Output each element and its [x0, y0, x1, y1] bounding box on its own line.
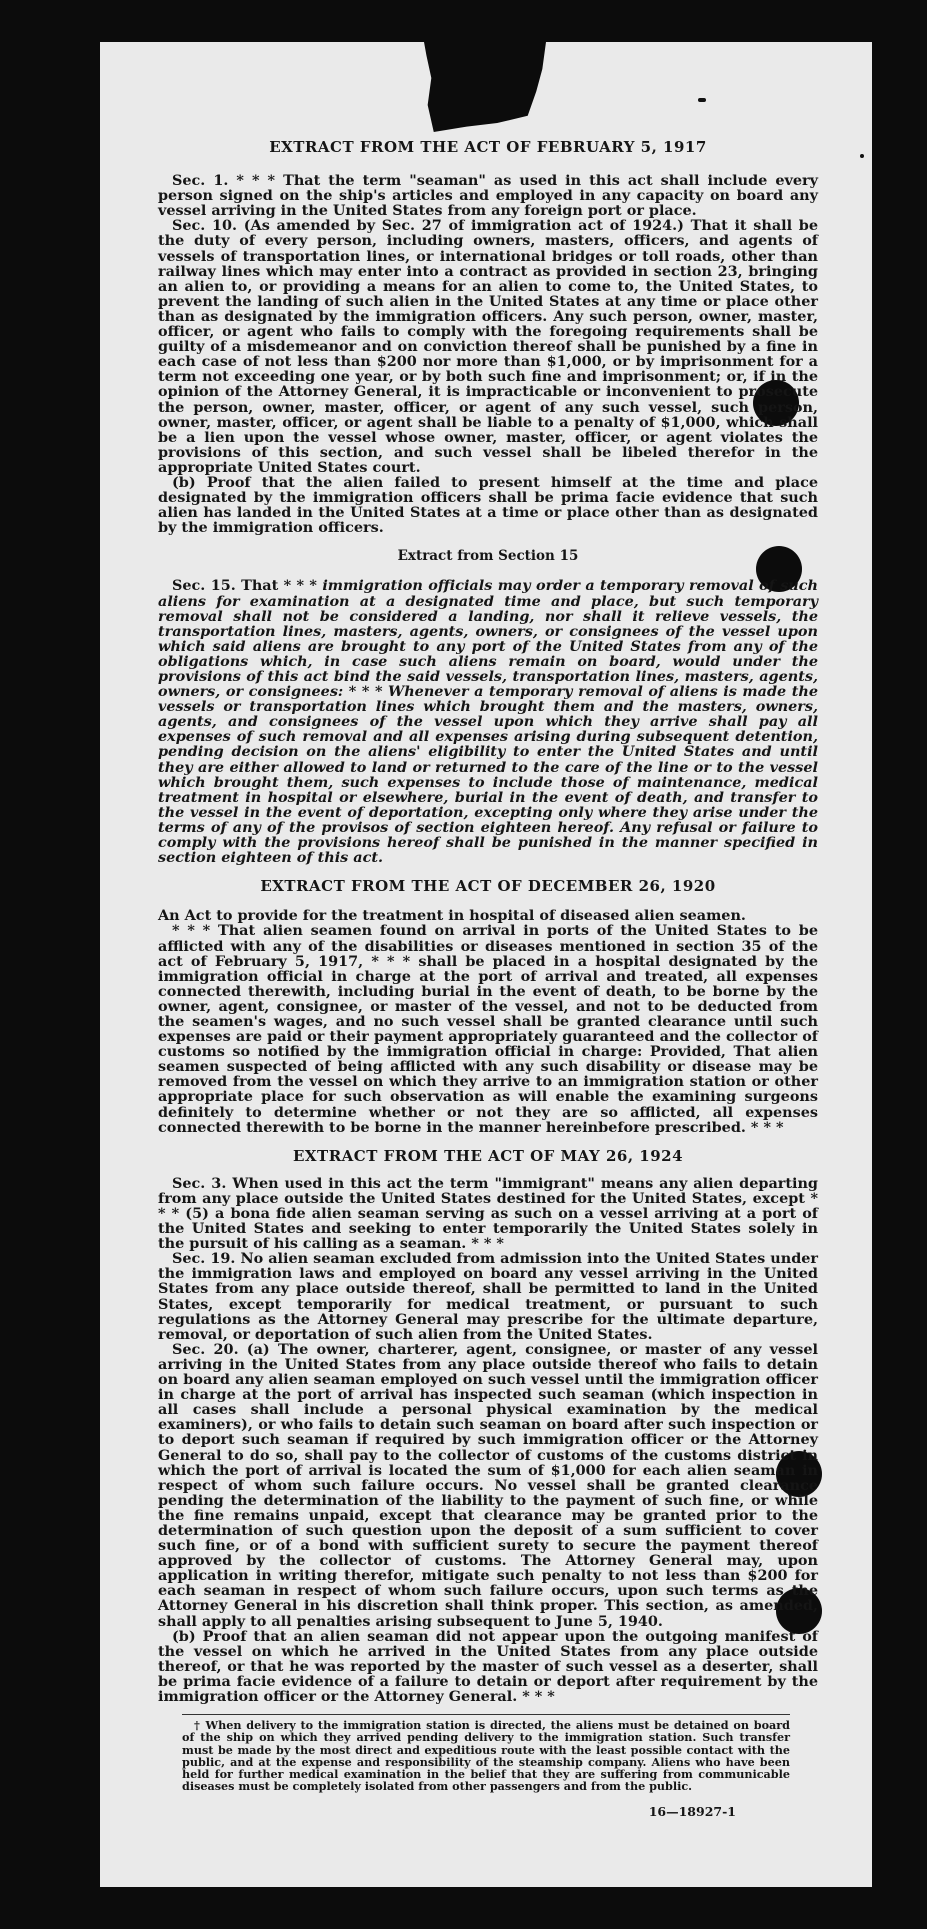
- footnote: [182, 1714, 790, 1792]
- speck: [698, 98, 706, 102]
- speck: [860, 154, 864, 158]
- section-1: Sec. 1. * * * That the term "seaman" as used in this act shall include every person signed on the ship's articles and employed in any capacity on board any vessel arriving in the United States from any foreign port or place.: [158, 172, 818, 220]
- form-number: 16—18927-1: [648, 1804, 736, 1820]
- section-19: Sec. 19. No alien seaman excluded from admission into the United States under the immigration laws and employed on board any vessel arriving in the United States from any place outside thereof, shall be permitted to land in the United States, except temporarily for medical treatment, or pursuant to such regulations as the Attorney General may prescribe for the ultimate departure, removal, or deportation of such alien from the United States.: [158, 1250, 818, 1343]
- section-15: [158, 578, 818, 865]
- footnote-text: † When delivery to the immigration station is directed, the aliens must be detained on board of the ship on which they arrived pending delivery to the immigration station. Such transfer must be made by the most direct and expeditious route with the least possible contact with the public, and at the expense and responsibility of the steamship company. Aliens who have been held for further medical examination in the belief that they are suffering from communicable diseases must be completely isolated from other passengers and from the public.: [182, 1718, 790, 1794]
- section-15-text: immigration officials may order a temporary removal of such aliens for examination at a designated time and place, but such temporary removal shall not be considered a landing, nor shall it relieve vessels, the transportation lines, masters, agents, owners, or consignees of the vessel upon which said aliens are brought to any port of the United States from any of the obligations which, in case such aliens remain on board, would under the provisions of this act bind the said vessels, transportation lines, masters, agents, owners, or consignees: * * * Whenever a temporary removal of aliens is made the vessels or transportation lines which brought them and the masters, owners, agents, and consignees of the vessel upon which they arrive shall pay all expenses of such removal and all expenses arising during subsequent detention, pending decision on the aliens' eligibility to enter the United States and until they are either allowed to land or returned to the care of the line or to the vessel which brought them, such expenses to include those of maintenance, medical treatment in hospital or elsewhere, burial in the event of death, and transfer to the vessel in the event of deportation, excepting only where they arise under the terms of any of the provisos of section eighteen hereof. Any refusal or failure to comply with the provisions hereof shall be punished in the manner specified in section eighteen of this act.: [158, 577, 818, 867]
- document-text: [158, 140, 818, 1819]
- section-10-b: (b) Proof that the alien failed to present himself at the time and place designated by the immigration officers shall be prima facie evidence that such alien has landed in the United States at a time or place other than as designated by the immigration officers.: [158, 473, 818, 537]
- document-page: [100, 42, 872, 1887]
- act-dec-1920-text: * * * That alien seamen found on arrival in ports of the United States to be afflicted with any of the disabilities or diseases mentioned in section 35 of the act of February 5, 1917, * * * shall be placed in a hospital designated by the immigration official in charge at the port of arrival and treated, all expenses connected therewith, including burial in the event of death, to be borne by the owner, agent, consignee, or master of the vessel, and not to be deducted from the seamen's wages, and no such vessel shall be granted clearance until such expenses are paid or their payment appropriately guaranteed and the collector of customs so notified by the immigration official in charge: Provided, That alien seamen suspected of being afflicted with any such disability or disease may be removed from the vessel on which they arrive to an immigration station or other appropriate place for such observation as will enable the examining surgeons definitely to determine whether or not they are so afflicted, all expenses connected therewith to be borne in the manner hereinbefore prescribed. * * *: [158, 922, 818, 1136]
- torn-corner: [424, 42, 546, 132]
- section-20-a: Sec. 20. (a) The owner, charterer, agent, consignee, or master of any vessel arriving in the United States from any place outside thereof who fails to detain on board any alien seaman employed on such vessel until the immigration officer in charge at the port of arrival has inspected such seaman (which inspection in all cases shall include a personal physical examination by the medical examiners), or who fails to detain such seaman on board after such inspection or to deport such seaman if required by such immigration officer or the Attorney General to do so, shall pay to the collector of customs of the customs district in which the port of arrival is located the sum of $1,000 for each alien seaman in respect of whom such failure occurs. No vessel shall be granted clearance pending the determination of the liability to the payment of such fine, or while the fine remains unpaid, except that clearance may be granted prior to the determination of such question upon the deposit of a sum sufficient to cover such fine, or of a bond with sufficient surety to secure the payment thereof approved by the collector of customs. The Attorney General may, upon application in writing therefor, mitigate such penalty to not less than $200 for each seaman in respect of whom such failure occurs, upon such terms as the Attorney General in his discretion shall think proper. This section, as amended, shall apply to all penalties arising subsequent to June 5, 1940.: [158, 1340, 818, 1630]
- section-15-prefix: Sec. 15. That * * *: [172, 577, 323, 595]
- section-10-a: Sec. 10. (As amended by Sec. 27 of immigration act of 1924.) That it shall be the duty of every person, including owners, masters, officers, and agents of vessels of transportation lines, or international bridges or toll roads, other than railway lines which may enter into a contract as provided in section 23, bringing an alien to, or providing a means for an alien to come to, the United States, to prevent the landing of such alien in the United States at any time or place other than as designated by the immigration officers. Any such person, owner, master, officer, or agent who fails to comply with the foregoing requirements shall be guilty of a misdemeanor and on conviction thereof shall be punished by a fine in each case of not less than $200 nor more than $1,000, or by imprisonment for a term not exceeding one year, or by both such fine and imprisonment; or, if in the opinion of the Attorney General, it is impracticable or inconvenient to prosecute the person, owner, master, officer, or agent of any such vessel, such person, owner, master, officer, or agent shall be liable to a penalty of $1,000, which shall be a lien upon the vessel whose owner, master, officer, or agent violates the provisions of this section, and such vessel shall be libeled therefor in the appropriate United States court.: [158, 217, 818, 476]
- section-3: Sec. 3. When used in this act the term "immigrant" means any alien departing from any place outside the United States destined for the United States, except * * * (5) a bona fide alien seaman serving as such on a vessel arriving at a port of the United States and seeking to enter temporarily the United States solely in the pursuit of his calling as a seaman. * * *: [158, 1174, 818, 1253]
- heading-section-15: Extract from Section 15: [397, 548, 579, 565]
- section-20-b: (b) Proof that an alien seaman did not appear upon the outgoing manifest of the vessel on which he arrived in the United States from any place outside thereof, or that he was reported by the master of such vessel as a deserter, shall be prima facie evidence of a failure to detain or deport after requirement by the immigration officer or the Attorney General. * * *: [158, 1627, 818, 1705]
- heading-act-feb-1917: EXTRACT FROM THE ACT OF FEBRUARY 5, 1917: [269, 138, 707, 156]
- act-title-dec-1920: An Act to provide for the treatment in hospital of diseased alien seamen.: [158, 907, 746, 925]
- heading-act-may-1924: EXTRACT FROM THE ACT OF MAY 26, 1924: [292, 1146, 684, 1165]
- heading-act-dec-1920: EXTRACT FROM THE ACT OF DECEMBER 26, 1920: [260, 877, 716, 896]
